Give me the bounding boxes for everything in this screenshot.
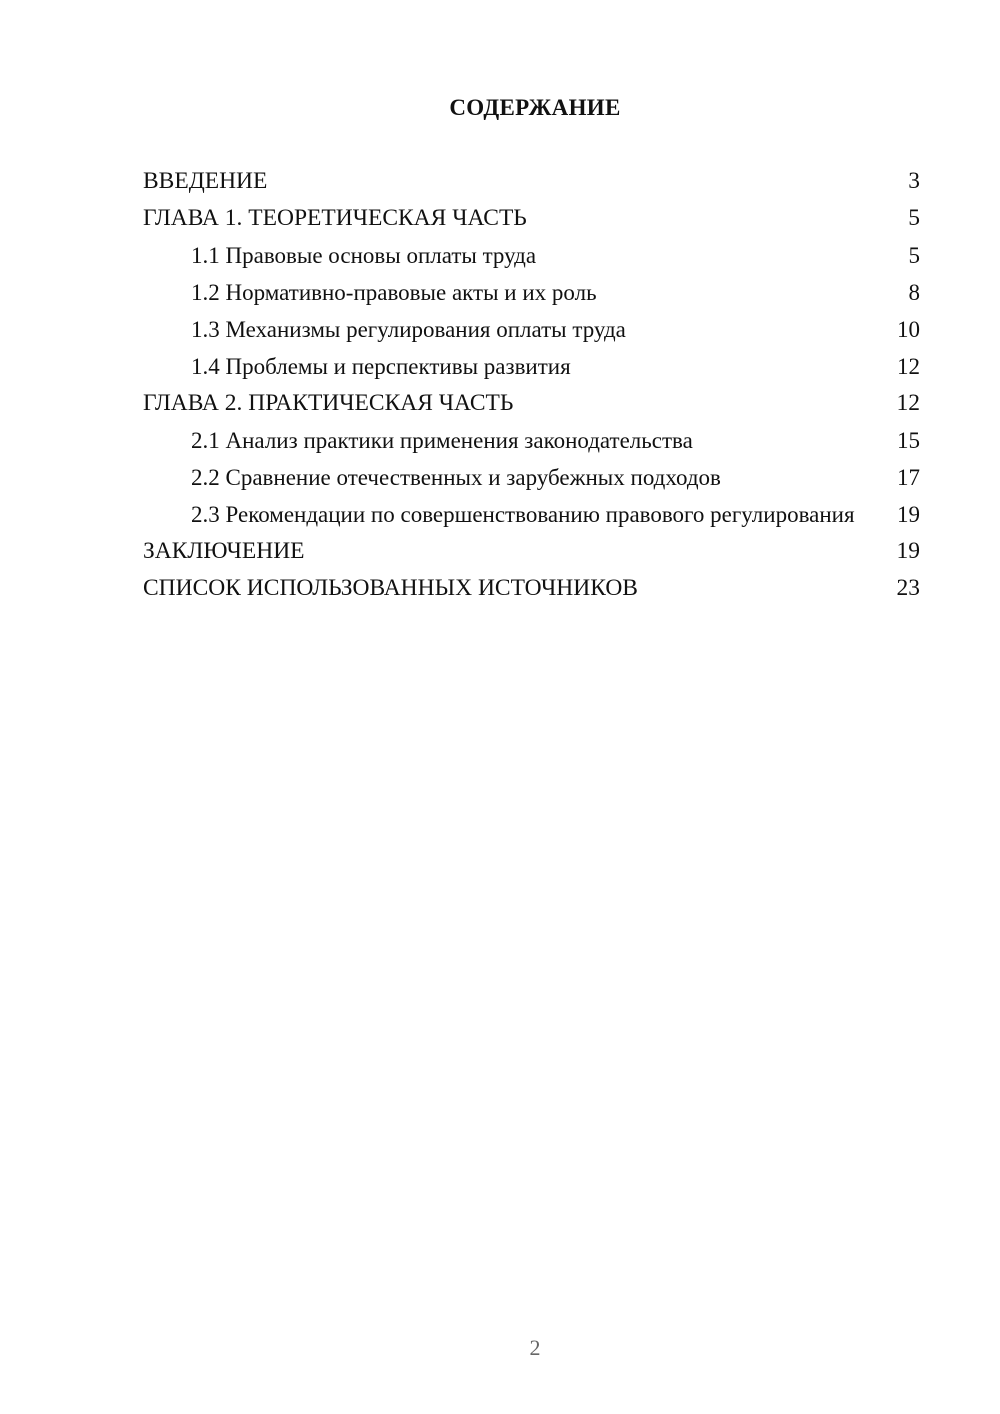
toc-entry-page: 12 <box>896 390 920 416</box>
toc-entry-section-1-1[interactable] <box>143 242 920 269</box>
toc-entry-label: ГЛАВА 2. ПРАКТИЧЕСКАЯ ЧАСТЬ <box>143 390 514 416</box>
toc-entry-label: 1.3 Механизмы регулирования оплаты труда <box>191 317 626 342</box>
toc-entry-page: 8 <box>908 280 920 305</box>
table-of-contents <box>143 168 920 612</box>
toc-entry-label: ГЛАВА 1. ТЕОРЕТИЧЕСКАЯ ЧАСТЬ <box>143 205 527 231</box>
toc-entry-page: 12 <box>897 354 920 379</box>
toc-entry-page: 17 <box>897 465 920 490</box>
toc-entry-page: 3 <box>908 168 920 194</box>
toc-entry-section-1-2[interactable] <box>143 279 920 306</box>
toc-entry-page: 23 <box>896 575 920 601</box>
toc-entry-references[interactable] <box>143 575 920 602</box>
toc-entry-label: 1.4 Проблемы и перспективы развития <box>191 354 571 379</box>
toc-entry-page: 19 <box>896 538 920 564</box>
toc-entry-section-2-1[interactable] <box>143 427 920 454</box>
toc-entry-introduction[interactable] <box>143 168 920 195</box>
toc-entry-page: 19 <box>897 502 920 527</box>
toc-entry-chapter-1[interactable] <box>143 205 920 232</box>
toc-entry-label: ВВЕДЕНИЕ <box>143 168 268 194</box>
toc-entry-page: 5 <box>908 205 920 231</box>
toc-entry-section-1-4[interactable] <box>143 353 920 380</box>
toc-title: СОДЕРЖАНИЕ <box>449 95 621 120</box>
toc-entry-label: 2.3 Рекомендации по совершенствованию правового регулирования <box>191 502 855 527</box>
toc-entry-page: 15 <box>897 428 920 453</box>
toc-entry-label: 1.1 Правовые основы оплаты труда <box>191 243 537 268</box>
toc-entry-section-2-3[interactable] <box>143 501 920 528</box>
toc-entry-label: 2.1 Анализ практики применения законодательства <box>191 428 693 453</box>
toc-entry-conclusion[interactable] <box>143 538 920 565</box>
toc-entry-label: ЗАКЛЮЧЕНИЕ <box>143 538 305 564</box>
toc-entry-label: 2.2 Сравнение отечественных и зарубежных подходов <box>191 465 721 490</box>
toc-entry-page: 10 <box>897 317 920 342</box>
toc-entry-section-2-2[interactable] <box>143 464 920 491</box>
toc-entry-section-1-3[interactable] <box>143 316 920 343</box>
toc-entry-page: 5 <box>908 243 920 268</box>
toc-entry-label: 1.2 Нормативно-правовые акты и их роль <box>191 280 597 305</box>
page-number: 2 <box>529 1335 541 1360</box>
toc-entry-label: СПИСОК ИСПОЛЬЗОВАННЫХ ИСТОЧНИКОВ <box>143 575 638 601</box>
toc-entry-chapter-2[interactable] <box>143 390 920 417</box>
